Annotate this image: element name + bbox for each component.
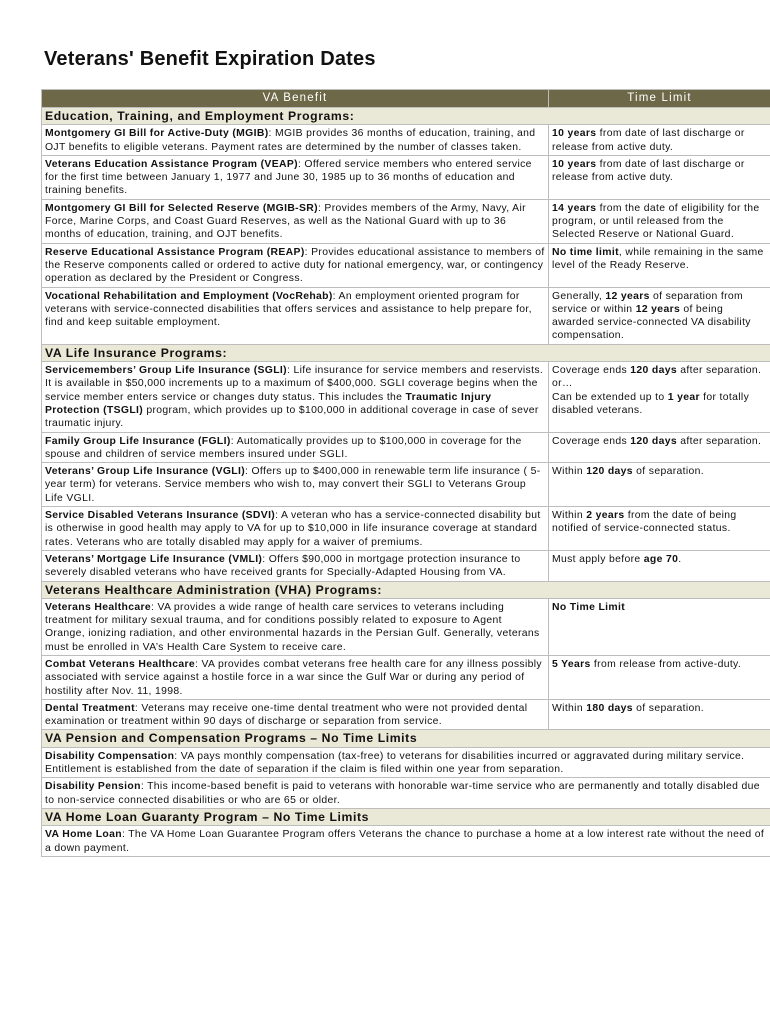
benefit-description: program, which provides up to $100,000 in additional coverage in case of sever traumatic injury.	[45, 404, 539, 430]
limit-bold: 10 years	[552, 158, 597, 170]
table-row	[42, 243, 770, 287]
benefit-cell	[42, 598, 549, 655]
table-row	[42, 362, 770, 432]
time-limit-cell	[549, 243, 770, 287]
benefit-name: VA Home Loan	[45, 829, 122, 841]
benefit-description: : VA provides combat veterans free health care for any illness possibly associated with service against a hostile force in a war since the Gulf War or during any period of hostility after Nov. 11, 1998.	[45, 658, 542, 697]
time-limit-cell	[549, 655, 770, 699]
section-row	[42, 344, 770, 361]
limit-text: Generally,	[552, 290, 606, 302]
benefit-name: Combat Veterans Healthcare	[45, 658, 196, 670]
table-row	[42, 432, 770, 463]
table-row	[42, 655, 770, 699]
benefit-name: Reserve Educational Assistance Program (REAP)	[45, 246, 305, 258]
benefit-cell	[42, 243, 549, 287]
benefit-description: : The VA Home Loan Guarantee Program offers Veterans the chance to purchase a home at a low interest rate without the need of a down payment.	[45, 829, 765, 854]
benefit-cell	[42, 550, 549, 581]
limit-bold: 1 year	[667, 391, 700, 403]
time-limit-cell	[549, 432, 770, 463]
benefit-description: : Veterans may receive one-time dental treatment who were not provided dental examination or treatment within 90 days of discharge or separation from service.	[45, 702, 528, 728]
limit-text: from release from active-duty.	[590, 658, 742, 670]
section-title: Education, Training, and Employment Programs:	[42, 108, 770, 125]
limit-bold: 14 years	[552, 202, 597, 214]
limit-text: of being awarded service-connected VA disability compensation.	[552, 303, 751, 342]
limit-text: Can be extended up to	[552, 391, 668, 403]
limit-text: or…	[552, 378, 573, 390]
limit-text: after separation.	[676, 365, 762, 377]
benefit-name: Service Disabled Veterans Insurance (SDVI)	[45, 510, 276, 522]
benefit-description: : A veteran who has a service-connected disability but is otherwise in good health may apply to VA for up to $10,000 in life insurance coverage at standard rates. Veterans who are totally disabled may apply for a waiver of premiums.	[45, 510, 541, 548]
benefit-name: Veterans Healthcare	[45, 601, 151, 613]
benefit-description: : Offers $90,000 in mortgage protection insurance to severely disabled veterans who have received grants for Specially-Adapted Housing from VA.	[45, 553, 521, 579]
column-header-benefit: VA Benefit	[42, 90, 549, 108]
table-row	[42, 463, 770, 507]
benefit-name: Veterans’ Mortgage Life Insurance (VMLI)	[45, 553, 263, 565]
table-row	[42, 598, 770, 655]
benefit-name: Servicemembers’ Group Life Insurance (SGLI)	[45, 365, 287, 377]
benefit-cell	[42, 699, 549, 730]
benefit-cell	[42, 125, 549, 156]
table-row	[42, 778, 770, 809]
benefit-cell	[42, 747, 770, 778]
limit-bold: 2 years	[586, 510, 625, 522]
time-limit-cell	[549, 125, 770, 156]
limit-bold: 120 days	[630, 365, 677, 377]
benefit-cell	[42, 287, 549, 344]
limit-text: after separation.	[676, 435, 762, 447]
limit-bold: age 70	[643, 553, 679, 565]
benefit-cell	[42, 655, 549, 699]
benefit-description: : Life insurance for service members and reservists. It is available in $50,000 increments up to a maximum of $400,000. SGLI coverage begins when the service member enters service or changes duty status. This includes the	[45, 365, 544, 403]
benefit-name: Disability Pension	[45, 781, 141, 793]
limit-text: Within	[552, 510, 587, 522]
limit-bold: 12 years	[635, 303, 681, 315]
limit-text: Must apply before	[552, 553, 644, 565]
limit-text: Within	[552, 702, 587, 714]
limit-text: Within	[552, 466, 587, 478]
benefit-cell	[42, 155, 549, 199]
benefit-name: Veterans’ Group Life Insurance (VGLI)	[45, 466, 246, 478]
limit-bold: 12 years	[605, 290, 650, 302]
benefit-description: : VA pays monthly compensation (tax-free) to veterans for disabilities incurred or aggravated during military service. Entitlement is established from the date of separation if the claim is filed within one year from separation.	[45, 750, 745, 776]
limit-text: for totally disabled veterans.	[552, 391, 750, 416]
benefit-name: Traumatic Injury Protection (TSGLI)	[45, 391, 492, 416]
benefit-name: Montgomery GI Bill for Selected Reserve (MGIB-SR)	[45, 202, 318, 214]
section-row	[42, 108, 770, 125]
benefit-description: : Provides members of the Army, Navy, Air Force, Marine Corps, and Coast Guard Reserves, as well as the National Guard with up to 36 months of education, training, and OJT benefits.	[45, 202, 526, 241]
time-limit-cell	[549, 598, 770, 655]
time-limit-cell	[549, 287, 770, 344]
table-row	[42, 199, 770, 243]
table-row	[42, 699, 770, 730]
section-title: Veterans Healthcare Administration (VHA) Programs:	[42, 581, 770, 598]
limit-text: , while remaining in the same level of the Ready Reserve.	[552, 246, 764, 271]
limit-text: Coverage ends	[552, 365, 631, 377]
benefit-cell	[42, 826, 770, 857]
benefit-description: : Provides educational assistance to members of the Reserve components called or ordered to active duty for national emergency, war, or contingency operation as declared by the President or Congress.	[45, 246, 545, 285]
time-limit-cell	[549, 199, 770, 243]
benefit-name: Veterans Education Assistance Program (VEAP)	[45, 158, 298, 170]
limit-text: from the date of eligibility for the program, or until released from the Selected Reserve or National Guard.	[552, 202, 760, 241]
benefit-cell	[42, 778, 770, 809]
benefit-cell	[42, 432, 549, 463]
benefit-description: : This income-based benefit is paid to veterans with honorable war-time service who are permanently and totally disabled due to non-service connected disabilities or who are 65 or older.	[45, 781, 760, 806]
benefit-cell	[42, 362, 549, 432]
limit-text: of separation from service or within	[552, 290, 744, 315]
time-limit-cell	[549, 550, 770, 581]
section-row	[42, 581, 770, 598]
table-row	[42, 550, 770, 581]
limit-bold: No time limit	[552, 246, 619, 258]
time-limit-cell	[549, 362, 770, 432]
benefit-name: Disability Compensation	[45, 750, 175, 762]
limit-text: of separation.	[632, 702, 705, 714]
benefit-description: : Offered service members who entered service for the first time between January 1, 1977 and June 30, 1985 up to 36 months of education and training benefits.	[45, 158, 532, 197]
table-row	[42, 125, 770, 156]
limit-bold: 120 days	[630, 435, 677, 447]
limit-text: from date of last discharge or release from active duty.	[552, 158, 745, 184]
limit-text: .	[678, 553, 682, 565]
section-title: VA Life Insurance Programs:	[42, 344, 770, 361]
table-row	[42, 747, 770, 778]
page-title: Veterans' Benefit Expiration Dates	[44, 48, 376, 70]
limit-text: from date of last discharge or release from active duty.	[552, 128, 745, 153]
table-row	[42, 155, 770, 199]
benefit-description: : An employment oriented program for veterans with service-connected disabilities that offers services and assistance to help prepare for, find and keep suitable employment.	[45, 290, 532, 329]
benefit-name: Dental Treatment	[45, 702, 135, 714]
limit-text: from the date of being notified of service-connected status.	[552, 510, 737, 535]
benefit-description: : Automatically provides up to $100,000 in coverage for the spouse and children of service members insured under SGLI.	[45, 435, 522, 460]
table-header-row	[42, 90, 770, 108]
limit-bold: 120 days	[586, 466, 633, 478]
benefit-name: Vocational Rehabilitation and Employment (VocRehab)	[45, 290, 333, 302]
benefit-cell	[42, 463, 549, 507]
limit-bold: 10 years	[552, 128, 597, 140]
benefit-name: Family Group Life Insurance (FGLI)	[45, 435, 231, 447]
table-row	[42, 287, 770, 344]
time-limit-cell	[549, 507, 770, 551]
table-row	[42, 507, 770, 551]
benefits-table	[41, 89, 770, 857]
benefit-name: Montgomery GI Bill for Active-Duty (MGIB)	[45, 128, 269, 140]
limit-bold: 5 Years	[552, 658, 591, 670]
limit-text: Coverage ends	[552, 435, 631, 447]
limit-bold: 180 days	[586, 702, 633, 714]
section-title: VA Pension and Compensation Programs – No Time Limits	[42, 730, 770, 747]
benefit-description: : VA provides a wide range of health care services to veterans including treatment for military sexual trauma, and for conditions possibly related to exposure to Agent Orange, ionizing radiation, and other environmental hazards in the Persian Gulf. Generally, veterans must be enrolled in VA’s Health Care System to receive care.	[45, 601, 540, 653]
benefit-description: : Offers up to $400,000 in renewable term life insurance ( 5-year term) for veterans. Service members who wish to, may convert their SGLI to Veterans Group Life VGLI.	[45, 466, 541, 504]
limit-bold: No Time Limit	[552, 601, 626, 613]
section-title: VA Home Loan Guaranty Program – No Time Limits	[42, 808, 770, 825]
table-row	[42, 826, 770, 857]
benefit-description: : MGIB provides 36 months of education, training, and OJT benefits to eligible veterans. Payment rates are determined by the number of classes taken.	[45, 128, 536, 153]
section-row	[42, 808, 770, 825]
time-limit-cell	[549, 463, 770, 507]
column-header-time-limit: Time Limit	[549, 90, 770, 108]
limit-text: of separation.	[632, 466, 705, 478]
section-row	[42, 730, 770, 747]
time-limit-cell	[549, 699, 770, 730]
benefit-cell	[42, 199, 549, 243]
time-limit-cell	[549, 155, 770, 199]
benefit-cell	[42, 507, 549, 551]
